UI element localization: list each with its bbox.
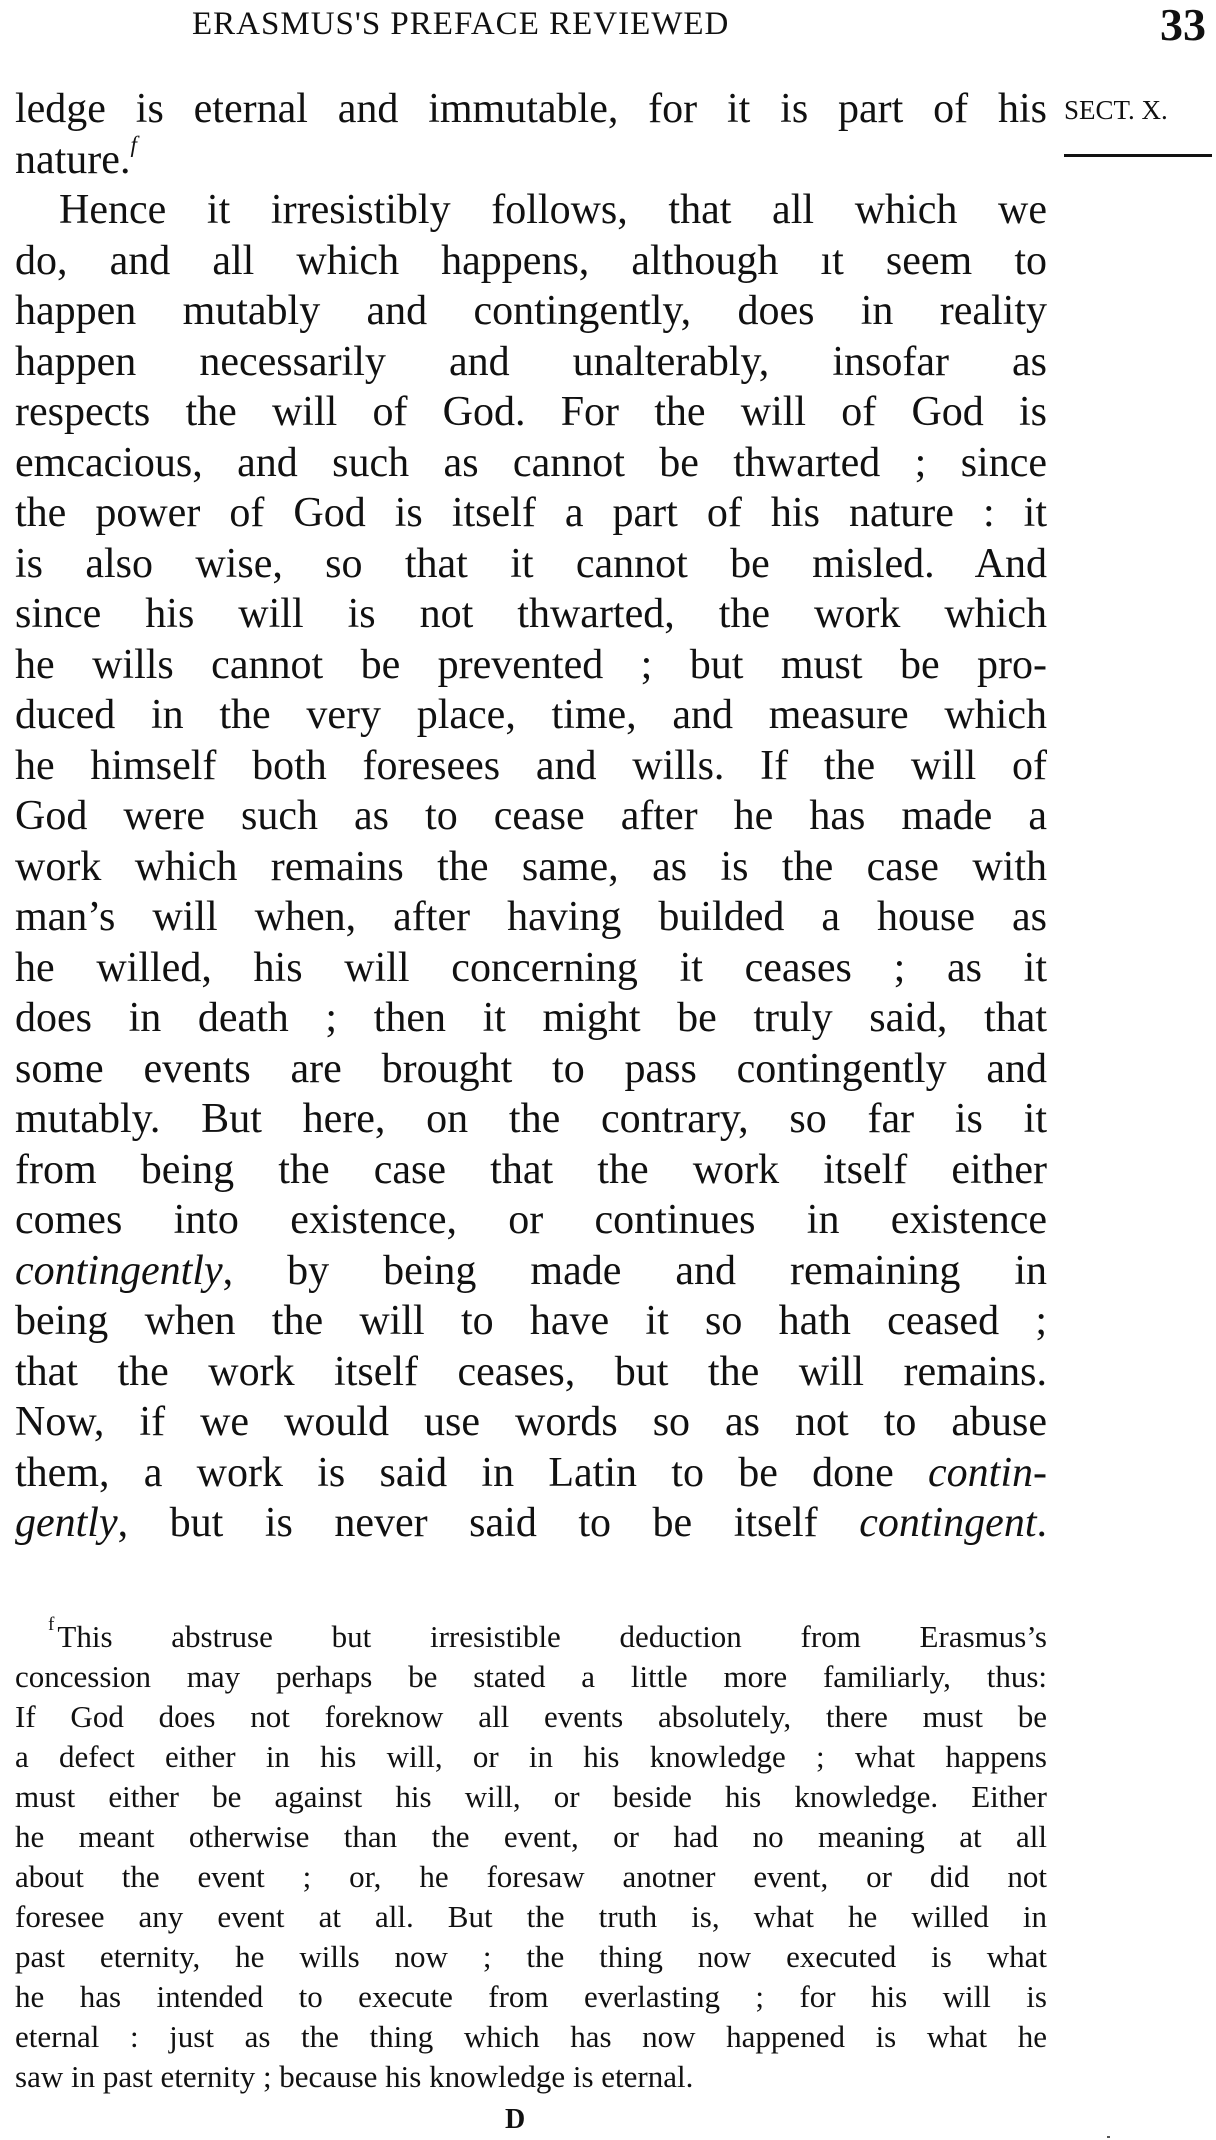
footnote-line: If God does not foreknow all events absolutely, there must be [15,1699,1047,1734]
text-line: comes into existence, or continues in existence [15,1197,1047,1243]
text-line: he willed, his will concerning it ceases ; as it [15,944,1047,991]
text-line: Hence it irresistibly follows, that all which we [59,187,1047,233]
text-line: he wills cannot be prevented ; but must be pro- [15,641,1047,688]
text-line: since his will is not thwarted, the work which [15,591,1047,637]
running-head-title: ERASMUS'S PREFACE REVIEWED [192,6,730,42]
text-line: emcacious, and such as cannot be thwarted ; since [15,439,1047,486]
footnote-line: foresee any event at all. But the truth is, what he willed in [15,1899,1047,1934]
text-line: man’s will when, after having builded a house as [15,894,1047,940]
footnote-line: saw in past eternity ; because his knowledge is eternal. [15,2059,694,2094]
footnote-line: $^f$This abstruse but irresistible deduction from Erasmus’s [48,1613,1047,1654]
page-number: 33 [1160,0,1206,50]
main-text-block [15,84,1047,1549]
italic-term: contin- [928,1449,1047,1496]
text-line: gently, but is never said to be itself contingent. [15,1500,1047,1546]
text-line: being when the will to have it so hath ceased ; [15,1298,1047,1344]
footnote-marker: f [48,1613,55,1635]
text-line: happen mutably and contingently, does in reality [15,288,1047,334]
scan-speck [1107,2136,1110,2138]
text-line: from being the case that the work itself either [15,1146,1047,1193]
text-line: does in death ; then it might be truly said, that [15,995,1047,1041]
footnote-reference[interactable]: f [130,130,137,157]
text-line: happen necessarily and unalterably, insofar as [15,338,1047,385]
text-line: Now, if we would use words so as not to abuse [15,1399,1047,1445]
text-line: do, and all which happens, although ıt seem to [15,237,1047,284]
footnote-block [15,1613,1047,2097]
footnote-line: he has intended to execute from everlasting ; for his will is [15,1979,1047,2014]
text-line: respects the will of God. For the will of God is [15,389,1047,435]
italic-term: contingently [15,1247,223,1294]
footnote-line: past eternity, he wills now ; the thing now executed is what [15,1939,1047,1974]
footnote-line: must either be against his will, or beside his knowledge. Either [15,1779,1047,1814]
italic-term: gently [15,1500,118,1546]
text-line: God were such as to cease after he has made a [15,793,1047,839]
text-line: contingently, by being made and remaining in [15,1247,1047,1294]
footnote-line: concession may perhaps be stated a little more familiarly, thus: [15,1659,1047,1694]
section-margin-note: SECT. X. [1064,95,1168,125]
text-line: ledge is eternal and immutable, for it is part of his [15,86,1047,132]
text-line: duced in the very place, time, and measure which [15,692,1047,738]
margin-note-rule [1064,154,1212,157]
text-line: them, a work is said in Latin to be done contin- [15,1449,1047,1496]
footnote-line: a defect either in his will, or in his knowledge ; what happens [15,1739,1047,1774]
text-line: mutably. But here, on the contrary, so far is it [15,1096,1047,1142]
text-line: that the work itself ceases, but the will remains. [15,1348,1047,1395]
text-line: nature.$^f$ [15,130,137,183]
text-line: some events are brought to pass contingently and [15,1045,1047,1092]
footnote-line: he meant otherwise than the event, or had no meaning at all [15,1819,1047,1854]
text-line: he himself both foresees and wills. If the will of [15,742,1047,789]
text-line: is also wise, so that it cannot be misled. And [15,540,1047,587]
text-line: the power of God is itself a part of his nature : it [15,490,1047,536]
footnote-line: eternal : just as the thing which has now happened is what he [15,2019,1047,2054]
printer-signature-mark: D [505,2104,526,2135]
italic-term: contingent [859,1500,1037,1546]
text-line: work which remains the same, as is the case with [15,843,1047,890]
footnote-line: about the event ; or, he foresaw anotner event, or did not [15,1859,1047,1894]
